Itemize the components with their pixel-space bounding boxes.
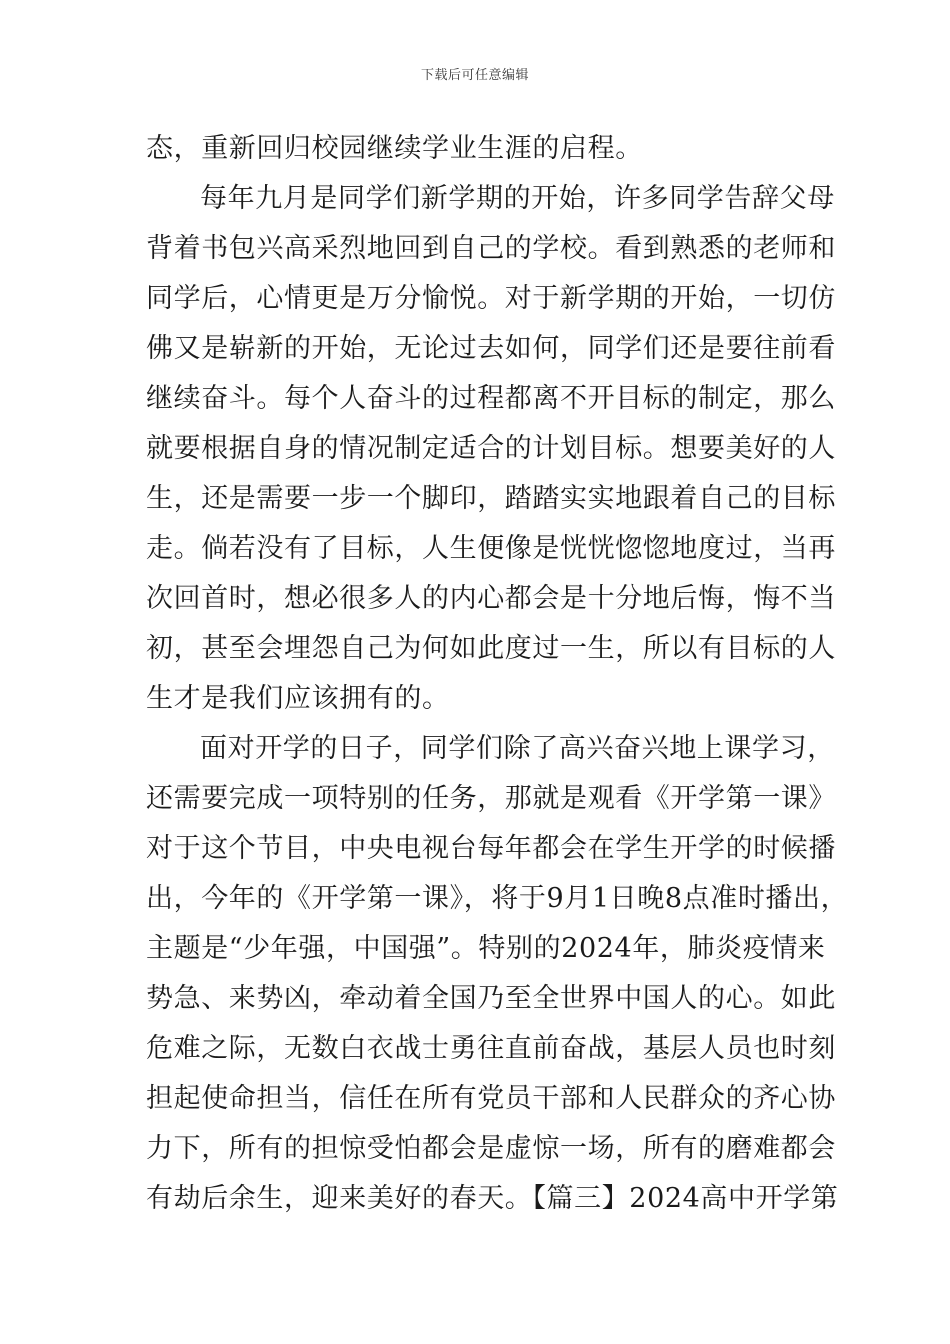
text-line: 态，重新回归校园继续学业生涯的启程。 <box>146 133 643 164</box>
text-line: 有劫后余生，迎来美好的春天。【篇三】2024高中开学第 <box>146 1183 839 1214</box>
document-body <box>146 124 849 1224</box>
paragraph-start-line: 面对开学的日子，同学们除了高兴奋兴地上课学习， <box>200 733 835 764</box>
text-line: 走。倘若没有了目标，人生便像是恍恍惚惚地度过，当再 <box>146 533 836 564</box>
text-line: 就要根据自身的情况制定适合的计划目标。想要美好的人 <box>146 433 836 464</box>
text-line: 次回首时，想必很多人的内心都会是十分地后悔，悔不当 <box>146 583 836 614</box>
text-line: 继续奋斗。每个人奋斗的过程都离不开目标的制定，那么 <box>146 383 836 414</box>
text-line: 初，甚至会埋怨自己为何如此度过一生，所以有目标的人 <box>146 633 836 664</box>
header-note: 下载后可任意编辑 <box>420 68 529 83</box>
text-line: 生，还是需要一步一个脚印，踏踏实实地跟着自己的目标 <box>146 483 836 514</box>
paragraph-start-line: 每年九月是同学们新学期的开始，许多同学告辞父母 <box>200 183 835 214</box>
text-line: 背着书包兴高采烈地回到自己的学校。看到熟悉的老师和 <box>146 233 836 264</box>
text-line: 主题是“少年强，中国强”。特别的2024年，肺炎疫情来 <box>146 933 826 964</box>
text-line: 同学后，心情更是万分愉悦。对于新学期的开始，一切仿 <box>146 283 836 314</box>
text-line: 势急、来势凶，牵动着全国乃至全世界中国人的心。如此 <box>146 983 836 1014</box>
text-line: 佛又是崭新的开始，无论过去如何，同学们还是要往前看 <box>146 333 836 364</box>
text-line: 生才是我们应该拥有的。 <box>146 683 450 714</box>
text-line: 出，今年的《开学第一课》，将于9月1日晚8点准时播出， <box>146 883 849 914</box>
text-line: 对于这个节目，中央电视台每年都会在学生开学的时候播 <box>146 833 836 864</box>
text-line: 危难之际，无数白衣战士勇往直前奋战，基层人员也时刻 <box>146 1033 836 1064</box>
text-line: 还需要完成一项特别的任务，那就是观看《开学第一课》 <box>146 783 836 814</box>
text-line: 力下，所有的担惊受怕都会是虚惊一场，所有的磨难都会 <box>146 1133 836 1164</box>
text-line: 担起使命担当，信任在所有党员干部和人民群众的齐心协 <box>146 1083 836 1114</box>
